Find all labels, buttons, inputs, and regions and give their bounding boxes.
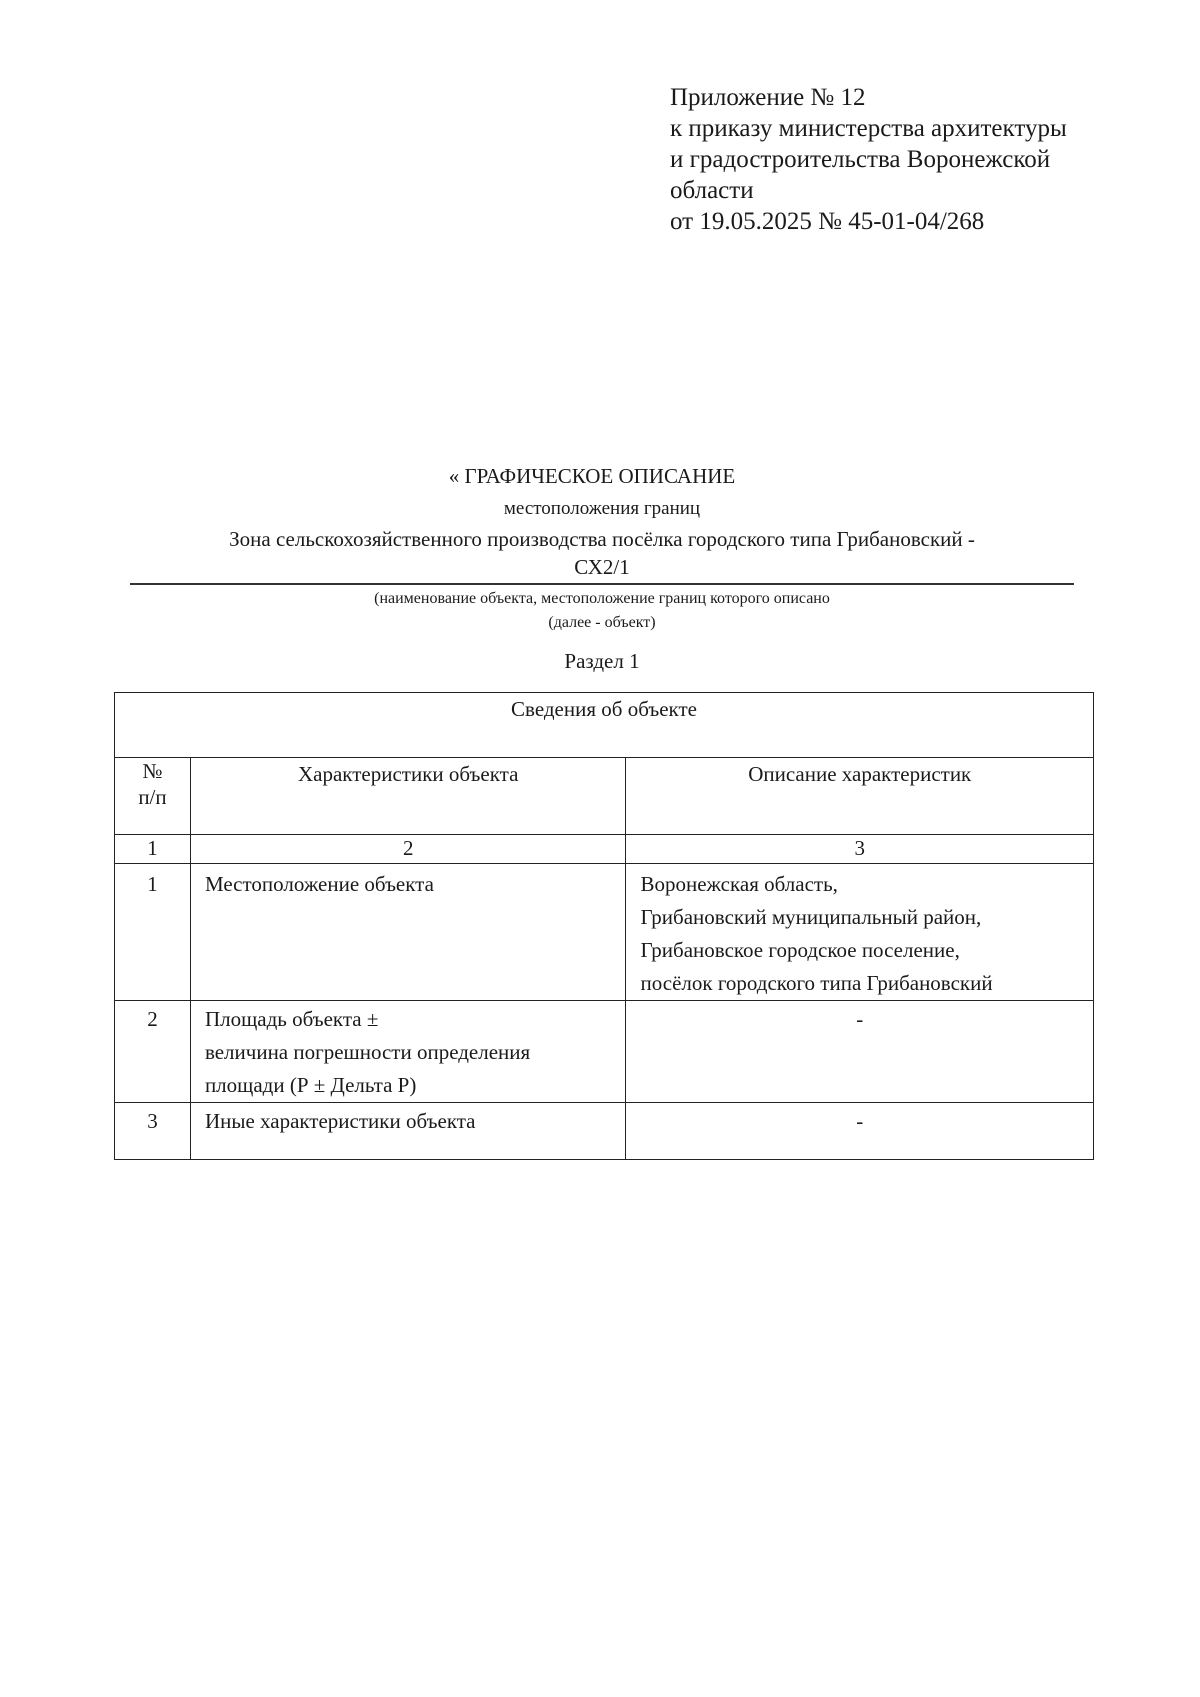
object-name-underline	[130, 583, 1074, 585]
row-characteristic-line: Иные характеристики объекта	[204, 1109, 476, 1133]
column-index: 1	[115, 835, 191, 864]
table-row	[115, 1001, 1094, 1103]
appendix-line: к приказу министерства архитектуры	[670, 115, 1067, 142]
object-name-caption	[130, 587, 1074, 635]
row-number: 2	[115, 1001, 191, 1103]
col-header-num-line2: п/п	[138, 785, 167, 809]
table-row	[115, 1103, 1094, 1160]
row-characteristic-line: Площадь объекта ±	[204, 1007, 379, 1031]
object-info-table	[114, 692, 1094, 1160]
document-header	[130, 462, 1074, 675]
table-title: Сведения об объекте	[115, 693, 1094, 758]
col-header-num	[115, 758, 191, 835]
row-characteristic	[190, 1001, 626, 1103]
object-name-line2: СХ2/1	[574, 555, 630, 579]
appendix-line: и градостроительства Воронежской	[670, 146, 1051, 173]
table-header-row	[115, 758, 1094, 835]
table-row	[115, 864, 1094, 1001]
appendix-line: Приложение № 12	[670, 84, 866, 111]
object-name	[130, 525, 1074, 581]
appendix-block	[670, 82, 1170, 237]
row-characteristic-line: Местоположение объекта	[204, 872, 434, 896]
table-title-row	[115, 693, 1094, 758]
row-number: 1	[115, 864, 191, 1001]
row-description: -	[626, 1001, 1094, 1103]
object-name-line1: Зона сельскохозяйственного производства посёлка городского типа Грибановский -	[229, 527, 975, 551]
document-title: « ГРАФИЧЕСКОЕ ОПИСАНИЕ	[448, 464, 736, 488]
column-index: 3	[626, 835, 1094, 864]
document-subtitle: местоположения границ	[503, 498, 701, 519]
row-number: 3	[115, 1103, 191, 1160]
row-description-line: Воронежская область,	[640, 872, 838, 896]
row-description: -	[626, 1103, 1094, 1160]
col-header-num-line1: №	[142, 759, 163, 783]
row-description-line: Грибановское городское поселение,	[640, 938, 960, 962]
column-index-row	[115, 835, 1094, 864]
appendix-line: от 19.05.2025 № 45-01-04/268	[670, 208, 985, 235]
caption-line1: (наименование объекта, местоположение границ которого описано	[374, 590, 830, 607]
column-index: 2	[190, 835, 626, 864]
col-header-characteristic: Характеристики объекта	[190, 758, 626, 835]
col-header-description: Описание характеристик	[626, 758, 1094, 835]
row-characteristic-line: величина погрешности определения	[204, 1040, 531, 1064]
row-description	[626, 864, 1094, 1001]
caption-line2: (далее - объект)	[548, 614, 656, 631]
row-characteristic-line: площади (Р ± Дельта Р)	[204, 1073, 417, 1097]
appendix-line: области	[670, 177, 754, 204]
row-characteristic	[190, 1103, 626, 1160]
section-label: Раздел 1	[564, 649, 640, 673]
row-description-line: Грибановский муниципальный район,	[640, 905, 982, 929]
row-characteristic	[190, 864, 626, 1001]
row-description-line: посёлок городского типа Грибановский	[640, 971, 993, 995]
